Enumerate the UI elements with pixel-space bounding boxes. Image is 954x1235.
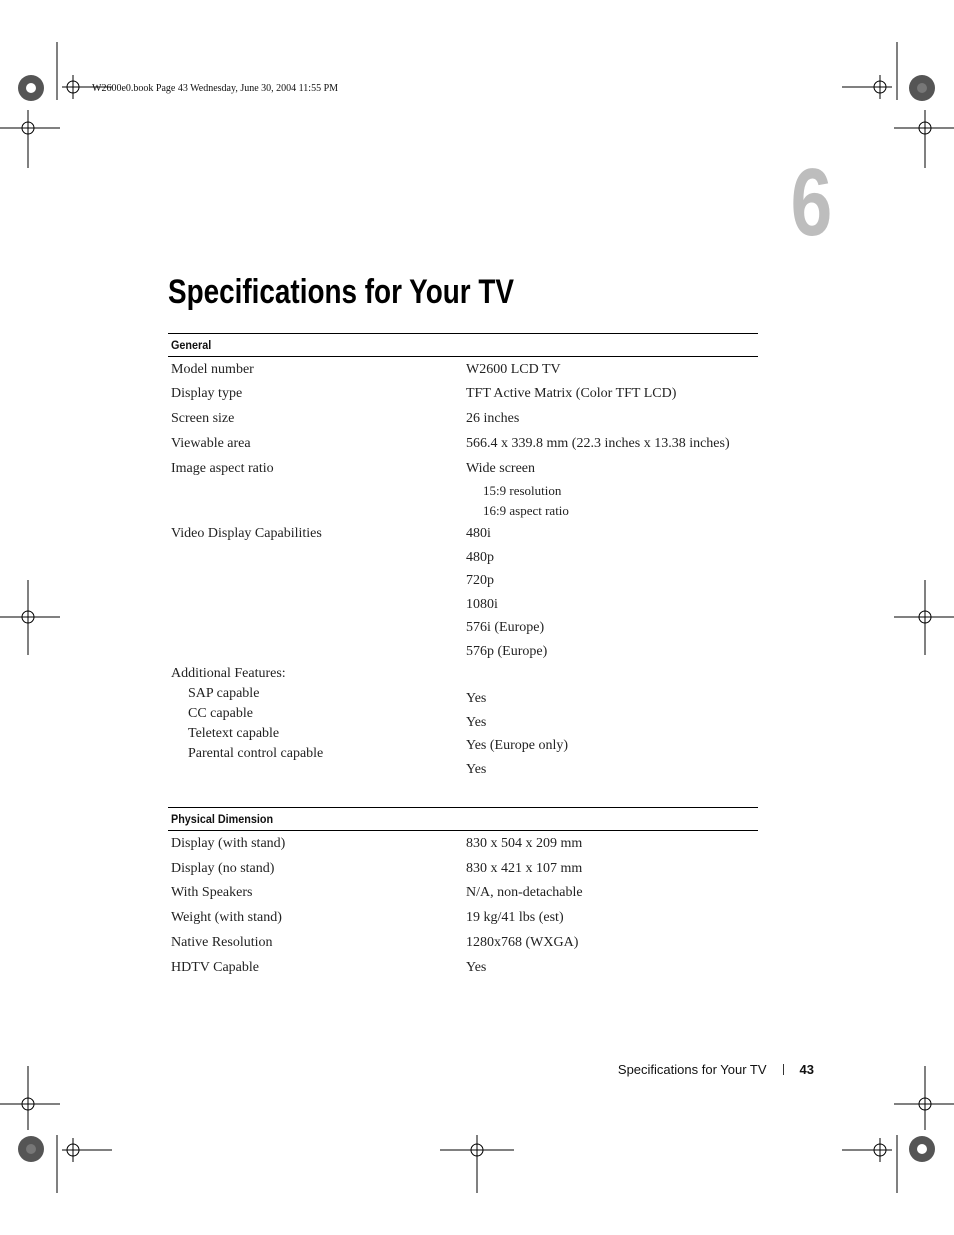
feature-label: Parental control capable: [188, 746, 324, 761]
spec-label: Display type: [171, 386, 243, 401]
additional-values: [466, 687, 568, 781]
general-heading: General: [168, 333, 758, 357]
spec-value: 576p (Europe): [466, 643, 548, 659]
spec-value: 830 x 504 x 209 mm: [466, 836, 583, 851]
spec-value: Wide screen: [466, 461, 536, 476]
spec-label: HDTV Capable: [171, 960, 259, 975]
spec-value-group: [466, 457, 569, 521]
general-section: [168, 333, 758, 793]
feature-value: Yes: [466, 761, 487, 777]
page-title: Specifications for Your TV: [168, 273, 514, 311]
spec-label: Native Resolution: [171, 935, 273, 950]
additional-heading: Additional Features:: [171, 666, 286, 681]
spec-value: 1080i: [466, 596, 498, 612]
spec-value: 830 x 421 x 107 mm: [466, 861, 583, 876]
spec-subvalue: 16:9 aspect ratio: [483, 503, 569, 518]
additional-labels: [171, 664, 323, 764]
physical-heading: Physical Dimension: [168, 807, 758, 831]
physical-section: [168, 807, 758, 987]
footer-divider: [783, 1064, 784, 1075]
page-footer: [560, 1060, 814, 1080]
spec-label: Image aspect ratio: [171, 461, 274, 476]
spec-value: N/A, non-detachable: [466, 885, 583, 900]
spec-value: 26 inches: [466, 411, 520, 426]
spec-value: 480p: [466, 549, 494, 565]
spec-label: Display (with stand): [171, 836, 286, 851]
spec-label: Display (no stand): [171, 861, 275, 876]
spec-label: With Speakers: [171, 885, 253, 900]
spec-subvalue: 15:9 resolution: [483, 483, 562, 498]
spec-value: 720p: [466, 573, 494, 588]
spec-label: Video Display Capabilities: [171, 526, 322, 541]
page-number: 43: [799, 1062, 814, 1077]
chapter-number: 6: [790, 149, 833, 256]
feature-value: Yes: [466, 714, 487, 730]
spec-value: Yes: [466, 960, 487, 975]
spec-label: Weight (with stand): [171, 910, 282, 925]
spec-value: 566.4 x 339.8 mm (22.3 inches x 13.38 inches): [466, 436, 730, 451]
print-slug: W2600e0.book Page 43 Wednesday, June 30, 2004 11:55 PM: [92, 83, 339, 94]
feature-label: SAP capable: [188, 686, 260, 701]
feature-label: CC capable: [188, 706, 253, 721]
spec-label: Screen size: [171, 411, 235, 426]
spec-value: TFT Active Matrix (Color TFT LCD): [466, 386, 677, 401]
feature-value: Yes (Europe only): [466, 738, 569, 753]
spec-label: Viewable area: [171, 436, 251, 451]
spec-value: 576i (Europe): [466, 620, 545, 635]
spec-value: 1280x768 (WXGA): [466, 935, 579, 950]
spec-value: W2600 LCD TV: [466, 362, 561, 377]
spec-value-group: [466, 522, 547, 663]
spec-value: 19 kg/41 lbs (est): [466, 910, 564, 925]
spec-value: 480i: [466, 526, 491, 541]
spec-label: Model number: [171, 362, 254, 377]
footer-section-title: Specifications for Your TV: [617, 1062, 767, 1077]
feature-label: Teletext capable: [188, 726, 280, 741]
feature-value: Yes: [466, 691, 487, 706]
